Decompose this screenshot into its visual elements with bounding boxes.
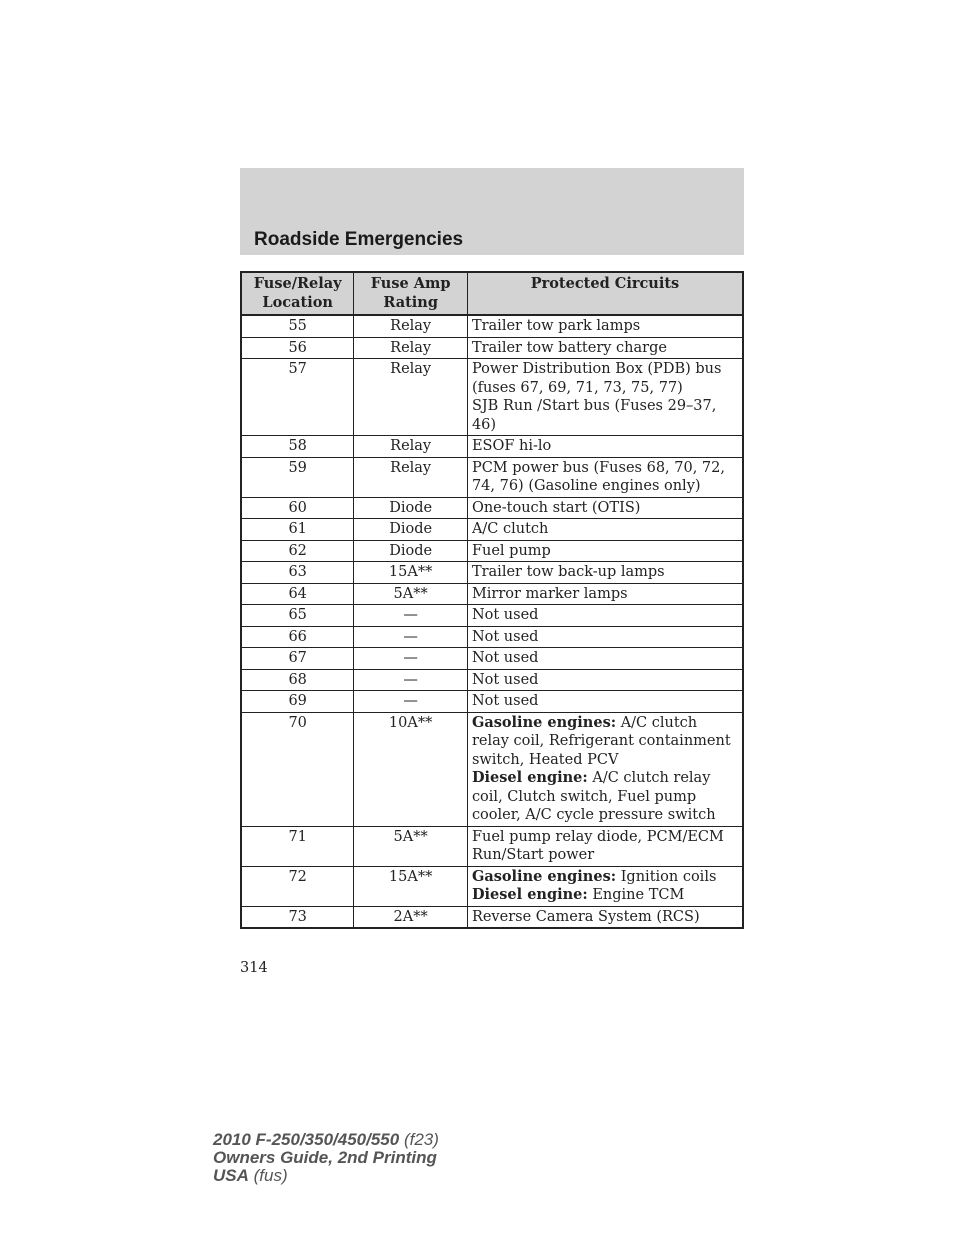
document-footer xyxy=(213,1131,439,1185)
cell-location: 62 xyxy=(241,540,354,562)
cell-rating: Diode xyxy=(354,540,468,562)
circuit-text: Trailer tow park lamps xyxy=(471,318,641,334)
circuit-paragraph xyxy=(472,339,738,358)
circuit-paragraph xyxy=(472,649,738,668)
fuse-table-body xyxy=(241,315,743,928)
cell-rating: Relay xyxy=(354,457,468,497)
table-row xyxy=(241,906,743,928)
circuit-text: PCM power bus (Fuses 68, 70, 72, 74, 76) (Gasoline engines only) xyxy=(471,459,725,494)
column-header-rating: Fuse Amp Rating xyxy=(354,272,468,315)
cell-rating: 10A** xyxy=(354,712,468,826)
circuit-text: One-touch start (OTIS) xyxy=(471,499,641,516)
section-title: Roadside Emergencies xyxy=(254,229,464,250)
cell-circuits xyxy=(467,626,743,648)
table-row xyxy=(241,519,743,541)
cell-rating: 5A** xyxy=(354,826,468,866)
cell-rating: — xyxy=(354,648,468,670)
circuit-label: Diesel engine: xyxy=(471,886,588,903)
cell-rating: Diode xyxy=(354,519,468,541)
circuit-paragraph xyxy=(472,606,738,625)
table-row xyxy=(241,315,743,337)
cell-location: 65 xyxy=(241,605,354,627)
circuit-text: Not used xyxy=(471,628,539,645)
cell-location: 61 xyxy=(241,519,354,541)
page-number: 314 xyxy=(240,960,268,976)
circuit-paragraph xyxy=(472,628,738,647)
cell-location: 72 xyxy=(241,866,354,906)
circuit-text: A/C clutch relay coil, Refrigerant containment switch, Heated PCV xyxy=(471,714,731,768)
cell-circuits xyxy=(467,315,743,337)
cell-circuits xyxy=(467,691,743,713)
cell-rating: — xyxy=(354,691,468,713)
circuit-text: Not used xyxy=(471,650,539,666)
cell-location: 59 xyxy=(241,457,354,497)
cell-location: 64 xyxy=(241,583,354,605)
circuit-paragraph xyxy=(472,714,738,770)
cell-circuits xyxy=(467,562,743,584)
cell-circuits xyxy=(467,669,743,691)
circuit-paragraph xyxy=(472,868,738,887)
cell-rating: 15A** xyxy=(354,866,468,906)
table-row xyxy=(241,712,743,826)
circuit-text: A/C clutch relay coil, Clutch switch, Fuel pump cooler, A/C cycle pressure switch xyxy=(471,770,716,823)
circuit-text: Not used xyxy=(471,671,539,688)
table-row xyxy=(241,540,743,562)
circuit-text: Not used xyxy=(471,607,539,623)
circuit-text: Power Distribution Box (PDB) bus (fuses 67, 69, 71, 73, 75, 77) xyxy=(471,361,722,396)
circuit-paragraph xyxy=(472,886,738,905)
cell-rating: — xyxy=(354,626,468,648)
circuit-label: Gasoline engines: xyxy=(471,713,617,731)
circuit-text: Not used xyxy=(471,693,539,709)
cell-rating: Relay xyxy=(354,337,468,359)
table-row xyxy=(241,648,743,670)
circuit-paragraph xyxy=(472,317,738,336)
cell-location: 63 xyxy=(241,562,354,584)
cell-location: 60 xyxy=(241,497,354,519)
footer-line-edition: Owners Guide, 2nd Printing xyxy=(213,1148,437,1167)
footer-line-region: USA (fus) xyxy=(213,1166,288,1185)
table-row xyxy=(241,436,743,458)
cell-rating: Relay xyxy=(354,436,468,458)
cell-circuits xyxy=(467,540,743,562)
cell-location: 66 xyxy=(241,626,354,648)
table-row xyxy=(241,669,743,691)
cell-location: 67 xyxy=(241,648,354,670)
cell-location: 56 xyxy=(241,337,354,359)
cell-circuits xyxy=(467,605,743,627)
circuit-text: ESOF hi-lo xyxy=(471,438,552,454)
cell-rating: — xyxy=(354,605,468,627)
circuit-paragraph xyxy=(472,828,738,865)
column-header-circuits: Protected Circuits xyxy=(467,272,743,315)
cell-rating: Diode xyxy=(354,497,468,519)
cell-location: 73 xyxy=(241,906,354,928)
table-row xyxy=(241,626,743,648)
circuit-text: Reverse Camera System (RCS) xyxy=(471,908,700,925)
table-row xyxy=(241,359,743,436)
table-row xyxy=(241,457,743,497)
circuit-paragraph xyxy=(472,671,738,690)
cell-circuits xyxy=(467,436,743,458)
circuit-paragraph xyxy=(472,499,738,518)
table-row xyxy=(241,691,743,713)
circuit-paragraph xyxy=(472,437,738,456)
cell-circuits xyxy=(467,519,743,541)
circuit-text: Mirror marker lamps xyxy=(471,585,628,602)
cell-location: 68 xyxy=(241,669,354,691)
circuit-text: Trailer tow back-up lamps xyxy=(471,564,665,580)
cell-rating: 5A** xyxy=(354,583,468,605)
circuit-paragraph xyxy=(472,769,738,825)
circuit-paragraph xyxy=(472,459,738,496)
column-header-location: Fuse/Relay Location xyxy=(241,272,354,315)
cell-rating: — xyxy=(354,669,468,691)
table-row xyxy=(241,562,743,584)
circuit-paragraph xyxy=(472,520,738,539)
cell-rating: 2A** xyxy=(354,906,468,928)
circuit-text: Fuel pump xyxy=(471,542,551,559)
cell-location: 71 xyxy=(241,826,354,866)
circuit-paragraph xyxy=(472,542,738,561)
table-row xyxy=(241,497,743,519)
cell-circuits xyxy=(467,497,743,519)
cell-rating: Relay xyxy=(354,359,468,436)
circuit-label: Gasoline engines: xyxy=(471,867,617,885)
table-header-row xyxy=(241,272,743,315)
cell-location: 55 xyxy=(241,315,354,337)
cell-rating: 15A** xyxy=(354,562,468,584)
circuit-paragraph xyxy=(472,908,738,927)
table-row xyxy=(241,826,743,866)
cell-circuits xyxy=(467,826,743,866)
cell-circuits xyxy=(467,337,743,359)
cell-circuits xyxy=(467,457,743,497)
circuit-text: A/C clutch xyxy=(471,521,549,537)
table-row xyxy=(241,605,743,627)
cell-circuits xyxy=(467,648,743,670)
circuit-text: Trailer tow battery charge xyxy=(471,339,667,356)
cell-rating: Relay xyxy=(354,315,468,337)
circuit-paragraph xyxy=(472,360,738,397)
cell-location: 58 xyxy=(241,436,354,458)
table-row xyxy=(241,866,743,906)
cell-circuits xyxy=(467,583,743,605)
circuit-text: SJB Run /Start bus (Fuses 29–37, 46) xyxy=(471,398,717,433)
circuit-paragraph xyxy=(472,563,738,582)
cell-location: 57 xyxy=(241,359,354,436)
circuit-text: Ignition coils xyxy=(616,868,717,885)
fuse-table xyxy=(240,271,744,929)
circuit-paragraph xyxy=(472,692,738,711)
circuit-text: Fuel pump relay diode, PCM/ECM Run/Start power xyxy=(471,828,724,863)
circuit-label: Diesel engine: xyxy=(471,769,588,786)
cell-location: 69 xyxy=(241,691,354,713)
cell-circuits xyxy=(467,906,743,928)
circuit-paragraph xyxy=(472,585,738,604)
cell-circuits xyxy=(467,359,743,436)
circuit-text: Engine TCM xyxy=(587,887,685,903)
table-row xyxy=(241,337,743,359)
cell-location: 70 xyxy=(241,712,354,826)
circuit-paragraph xyxy=(472,397,738,434)
table-row xyxy=(241,583,743,605)
cell-circuits xyxy=(467,866,743,906)
section-header-band xyxy=(240,168,744,255)
cell-circuits xyxy=(467,712,743,826)
footer-line-model: 2010 F-250/350/450/550 (f23) xyxy=(213,1130,439,1149)
